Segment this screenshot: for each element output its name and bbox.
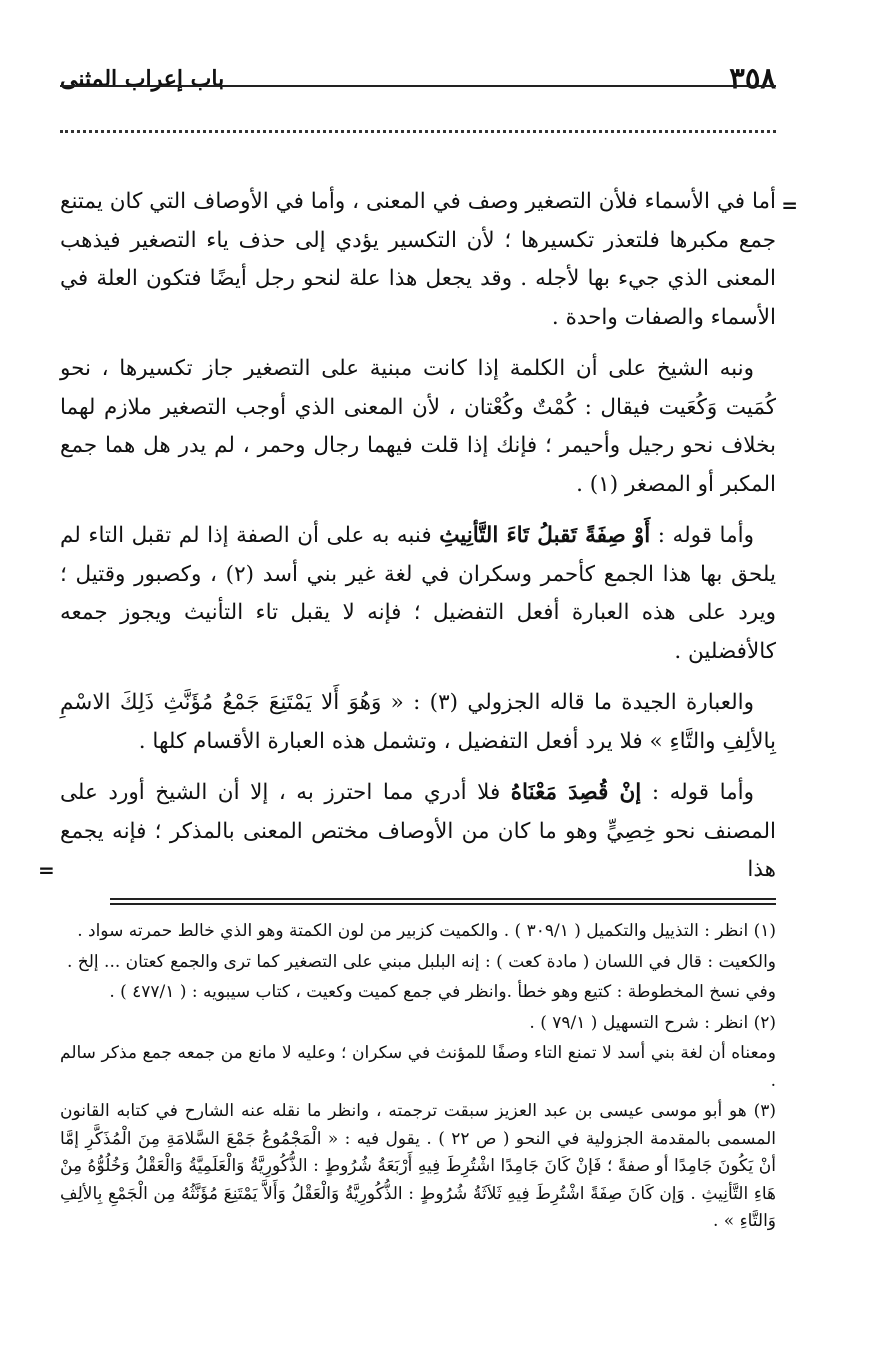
quoted-phrase: أَوْ صِفَةً تَقبلُ تَاءَ التَّأنِيثِ — [439, 523, 651, 548]
paragraph-4-rest: بِالألِفِ والتَّاءِ » فلا يرد أفعل التفضيل ، وتشمل هذه العبارة الأقسام كلها . — [138, 728, 776, 754]
paragraph-2: ونبه الشيخ على أن الكلمة إذا كانت مبنية على التصغير جاز تكسيرها ، نحو كُمَيت وَكُعَيت فيقال : كُمْتٌ وكُعْتان ، لأن المعنى الذي أوجب التصغير ملازم لهما بخلاف نحو رجيل وأحيمر ؛ فإنك إذا قلت فيهما رجال وحمر ، لم يدر هل هما جمع المكبر أو المصغر (١) . — [60, 356, 776, 497]
paragraph-4 — [60, 684, 776, 761]
paragraph-1: أما في الأسماء فلأن التصغير وصف في المعنى ، وأما في الأوصاف التي كان يمتنع جمع مكبرها فلتعذر تكسيرها ؛ لأن التكسير يؤدي إلى حذف ياء التصغير فيذهب المعنى الذي جيء بها لأجله . وقد يجعل هذا علة لنحو رجل أيضًا فتكون العلة في الأسماء والصفات واحدة . — [60, 189, 776, 330]
paragraph-3 — [60, 517, 776, 671]
quoted-phrase: « وَهُوَ أَلا يَمْتَنِعَ جَمْعُ مُؤَنَّثِ ذَلِكَ الاسْمِ — [60, 690, 404, 715]
quoted-phrase: إنْ قُصِدَ مَعْنَاهُ — [510, 780, 642, 805]
footnote-line: وفي نسخ المخطوطة : كتيع وهو خطأ .وانظر في جمع كميت وكعيت ، كتاب سيبويه : ( ٤٧٧/١ ) . — [109, 982, 776, 1002]
header-rule — [60, 85, 776, 87]
paragraph-5-lead: وأما قوله : — [651, 780, 754, 805]
footnotes — [60, 918, 776, 1239]
page-number: ٣٥٨ — [729, 61, 776, 95]
footnote-rule — [110, 903, 776, 905]
continuation-mark-top: = — [781, 193, 798, 217]
footnote-rule — [110, 898, 776, 900]
dotted-separator — [60, 130, 776, 133]
paragraph-5-rest: نحو خِصِيٍّ وهو ما كان من الأوصاف مختص المعنى بالمذكر ؛ فإنه يجمع هذا — [60, 818, 776, 882]
paragraph-3-tail: فنبه به على أن الصفة إذا لم تقبل التاء — [88, 523, 432, 548]
paragraph-3-lead: وأما قوله : — [657, 523, 754, 548]
page-header — [60, 60, 776, 100]
paragraph-4-lead: والعبارة الجيدة ما قاله الجزولي (٣) : — [413, 690, 755, 715]
footnote-line: (١) انظر : التذييل والتكميل ( ٣٠٩/١ ) . والكميت كزبير من لون الكمتة وهو الذي خالط حمرته سواد . — [77, 921, 776, 941]
footnote-line: ومعناه أن لغة بني أسد لا تمنع التاء وصفًا للمؤنث في سكران ؛ وعليه لا مانع من جمعه جمع مذكر سالم . — [60, 1043, 776, 1091]
paragraph-3-rest: لم يلحق بها هذا الجمع كأحمر وسكران في لغة غير بني أسد (٢) ، وكصبور وقتيل ؛ ويرد على هذه العبارة أفعل التفضيل ؛ فإنه لا يقبل تاء التأنيث ويجوز جمعه كالأفضلين . — [60, 523, 776, 664]
paragraph-5-tail: فلا أدري مما احترز به ، إلا أن الشيخ أورد على المصنف — [60, 780, 776, 844]
running-title: باب إعراب المثنى — [60, 66, 225, 92]
footnote-line: (٣) هو أبو موسى عيسى بن عبد العزيز سبقت ترجمته ، وانظر ما نقله عنه الشارح في كتابه القانون المسمى بالمقدمة الجزولية في النحو ( ص ٢٢ ) . يقول فيه : « الْمَجْمُوعُ جَمْعَ السَّلامَةِ مِنَ الْمُذَكَّرِ إمَّا أنْ يَكُونَ جَامِدًا أو صفةً ؛ فَإنْ كَانَ جَامِدًا اشْتُرِطَ فِيهِ أَرْبَعَةُ شُرُوطٍ : الذُّكُورِيَّةُ وَالْعَلَمِيَّةُ وَالْعَقْلُ وَخُلُوُّهُ مِنْ هَاءِ التَّأنِيثِ . وَإن كَانَ صِفَةً اشْتُرِطَ فِيهِ ثَلاَثَةُ شُرُوطٍ : الذُّكُورِيَّةُ وَالْعَقْلُ وَأَلاَّ يَمْتَنِعَ مُؤَنَّثُهُ مِن الْجَمْعِ بِالألِفِ وَالتَّاءِ » . — [60, 1101, 776, 1231]
paragraph-5 — [60, 774, 776, 890]
footnote-line: (٢) انظر : شرح التسهيل ( ٧٩/١ ) . — [529, 1012, 776, 1033]
continuation-mark-bottom: = — [38, 858, 55, 882]
main-text — [60, 183, 776, 903]
footnote-line: والكعيت : قال في اللسان ( مادة كعت ) : إنه البلبل مبني على التصغير كما ترى والجمع كعتان ... إلخ . — [66, 951, 776, 972]
